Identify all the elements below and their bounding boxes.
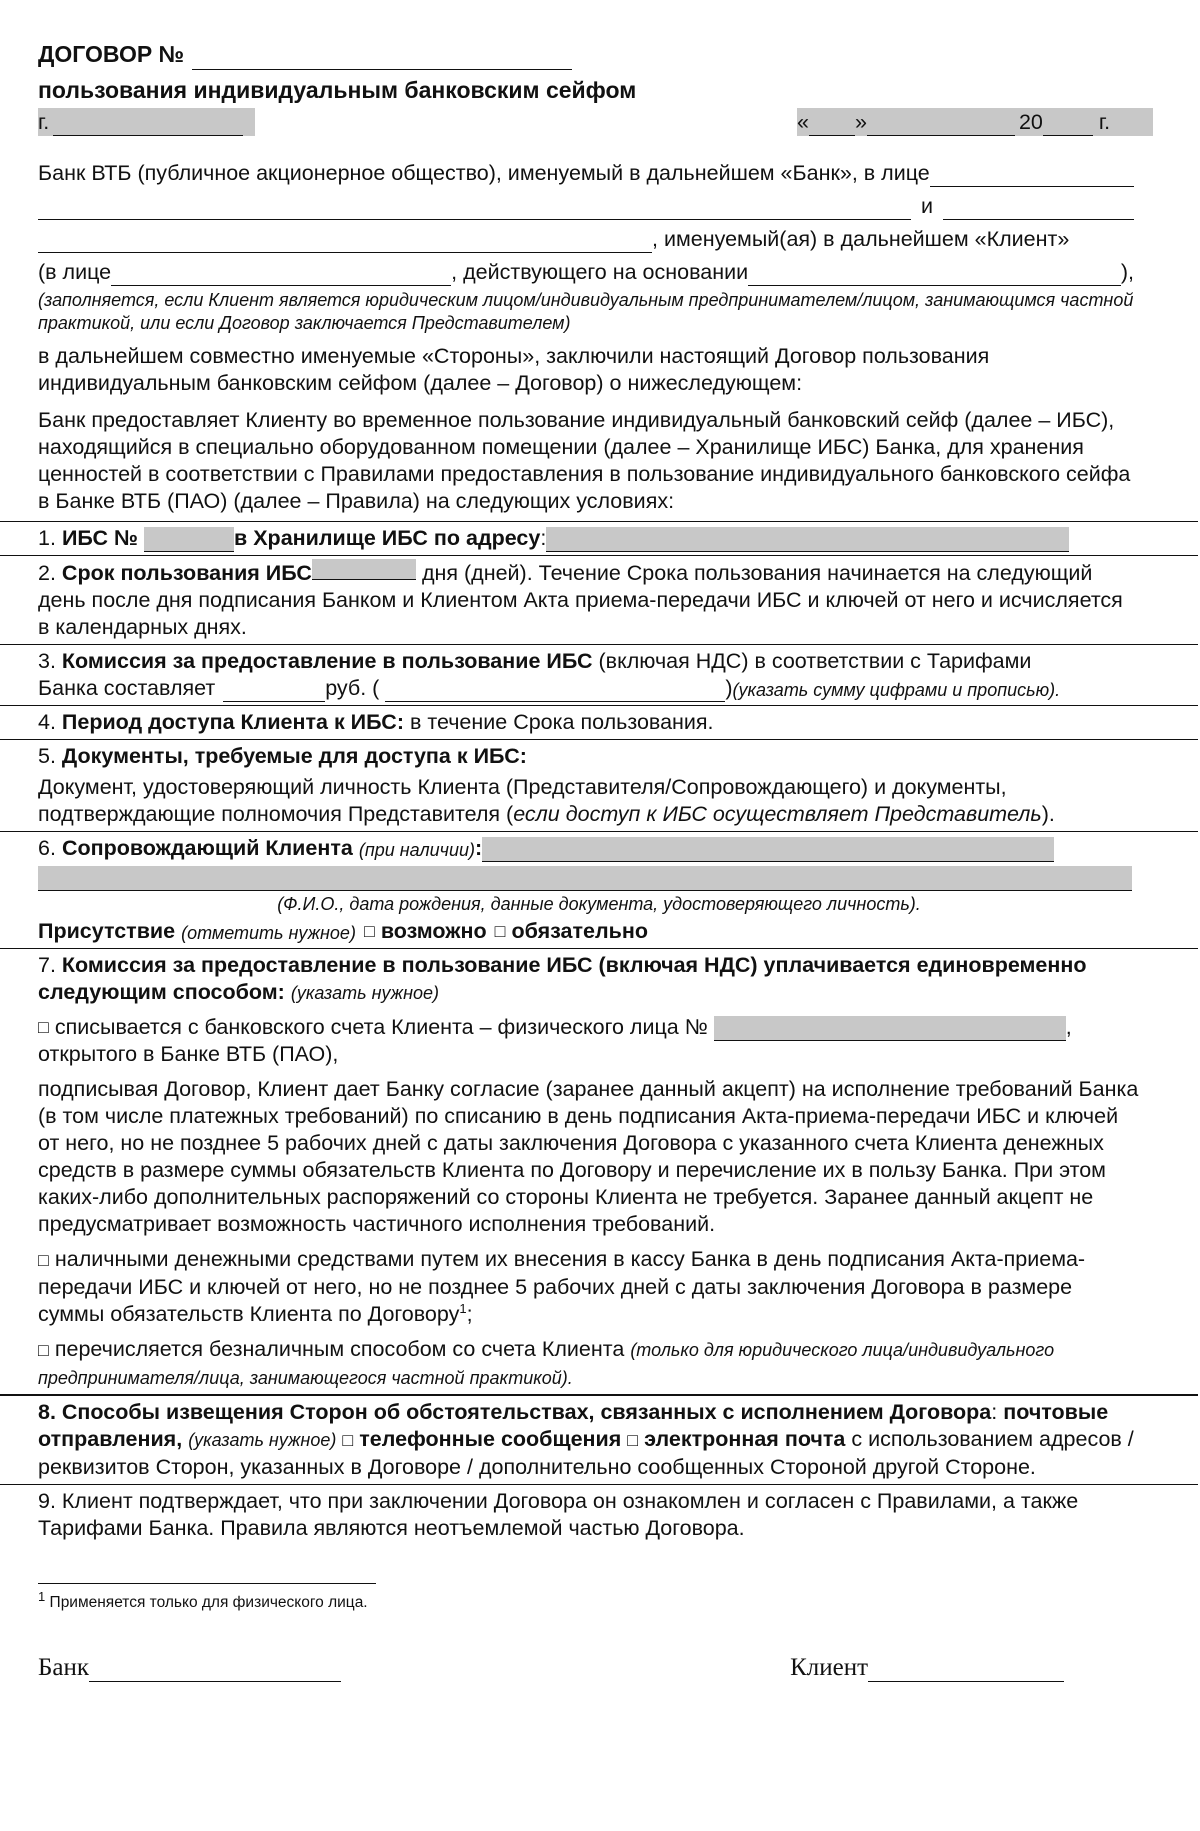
section-3-rub: руб. (: [325, 676, 380, 700]
section-6-hint: (при наличии): [358, 840, 475, 860]
payment-transfer-hint: (только для юридического лица/индивидуального предпринимателя/лица, занимающегося частной практикой).: [38, 1340, 1055, 1388]
year-underline: [1043, 113, 1093, 136]
city-field[interactable]: [38, 108, 255, 136]
section-9: 9. Клиент подтверждает, что при заключении Договора он ознакомлен и согласен с Правилами, а также Тарифами Банка. Правила являются неотъемлемой частью Договора.: [38, 1489, 1079, 1540]
client-representative-field[interactable]: [111, 263, 451, 286]
preamble-acting-on: , действующего на основании: [451, 260, 749, 284]
payment-account-checkbox[interactable]: □: [38, 1017, 49, 1037]
section-5-number: 5.: [38, 744, 56, 768]
payment-cash-label: наличными денежными средствами путем их внесения в кассу Банка в день подписания Акта-приема-передачи ИБС и ключей от него, но не позднее 5 рабочих дней с даты заключения Договора в размере суммы обязательств Клиента по Договору: [38, 1247, 1086, 1326]
section-5-hint: если доступ к ИБС осуществляет Представитель: [513, 802, 1042, 826]
payment-cash-checkbox[interactable]: □: [38, 1250, 49, 1270]
vault-address-field[interactable]: [546, 527, 1069, 552]
preamble-parties: в дальнейшем совместно именуемые «Стороны», заключили настоящий Договор пользования индивидуальным банковским сейфом (далее – Договор) о нижеследующем:: [38, 344, 990, 395]
section-3-number: 3.: [38, 649, 56, 673]
section-5-text: Документ, удостоверяющий личность Клиента (Представителя/Сопровождающего) и документы, подтверждающие полномочия Представителя (: [38, 775, 1007, 826]
city-date-row: [38, 108, 1160, 136]
date-field[interactable]: [797, 108, 1153, 136]
section-7-hint: (указать нужное): [290, 983, 439, 1003]
presence-possible-checkbox[interactable]: □: [363, 921, 375, 941]
safe-number-field[interactable]: [144, 527, 234, 552]
year-suffix: г.: [1098, 110, 1111, 134]
notify-email-checkbox[interactable]: □: [627, 1430, 639, 1450]
client-signature-field[interactable]: [868, 1657, 1064, 1682]
section-7-number: 7.: [38, 953, 56, 977]
client-name-field[interactable]: [943, 197, 1134, 220]
presence-label: Присутствие: [38, 919, 176, 943]
section-5-end: ).: [1041, 802, 1055, 826]
escort-field-2[interactable]: [38, 866, 1132, 891]
section-5: [38, 740, 1158, 831]
client-signature-label: Клиент: [790, 1654, 868, 1681]
preamble-note: (заполняется, если Клиент является юридическим лицом/индивидуальным предпринимателем/лицом, занимающимся частной практикой, или если Договор заключается Представителем): [38, 290, 1134, 333]
section-8-hint: (указать нужное): [188, 1430, 337, 1450]
city-underline: [53, 113, 243, 136]
contract-number-field[interactable]: [192, 43, 572, 70]
preamble-line2: [38, 193, 1134, 220]
presence-required-checkbox[interactable]: □: [494, 921, 506, 941]
bank-signature-label: Банк: [38, 1654, 89, 1681]
presence-hint: (отметить нужное): [181, 923, 356, 943]
section-3-line2: [38, 675, 1148, 702]
section-6-line1: [38, 835, 1160, 862]
date-open-quote: «: [797, 110, 809, 134]
section-8-label: 8. Способы извещения Сторон об обстоятельствах, связанных с исполнением Договора: [38, 1400, 992, 1424]
presence-possible-label: возможно: [380, 919, 487, 943]
bank-basis-field[interactable]: [38, 197, 911, 220]
client-signature: [790, 1654, 1064, 1682]
footnote: [38, 1588, 1160, 1612]
preamble-client-named: , именуемый(ая) в дальнейшем «Клиент»: [652, 227, 1070, 251]
notify-phone-label: телефонные сообщения: [359, 1427, 622, 1451]
notify-email-label: электронная почта: [644, 1427, 846, 1451]
contract-subtitle: пользования индивидуальным банковским сейфом: [38, 77, 637, 103]
section-2-number: 2.: [38, 561, 56, 585]
payment-account-label: списывается с банковского счета Клиента – физического лица №: [54, 1015, 708, 1039]
city-prefix: г.: [38, 110, 50, 134]
preamble-close: ),: [1120, 260, 1134, 284]
presence-row: [38, 918, 1160, 945]
notify-phone-checkbox[interactable]: □: [342, 1430, 354, 1450]
preamble-line4: [38, 259, 1134, 286]
commission-words-field[interactable]: [385, 681, 725, 702]
section-6-label: Сопровождающий Клиента: [61, 836, 353, 860]
section-7: [38, 949, 1144, 1394]
payment-cash-end: ;: [466, 1302, 473, 1326]
section-2-label: Срок пользования ИБС: [61, 561, 312, 585]
presence-required-label: обязательно: [511, 919, 648, 943]
section-7-heading: [38, 952, 1144, 1006]
client-basis-field[interactable]: [748, 263, 1121, 286]
preamble: [38, 160, 1134, 515]
payment-transfer-label: перечисляется безналичным способом со счета Клиента: [54, 1337, 625, 1361]
contract-title: [38, 38, 1160, 70]
payment-option-cash: [38, 1246, 1144, 1328]
payment-account-bank: открытого в Банке ВТБ (ПАО),: [38, 1042, 339, 1066]
bank-signature-field[interactable]: [89, 1657, 341, 1682]
payment-option-account: [38, 1014, 1144, 1041]
section-3-close: ): [725, 676, 733, 700]
section-6-colon: :: [474, 836, 483, 860]
footnote-number: 1: [38, 1588, 46, 1604]
bank-signature: [38, 1654, 341, 1682]
section-8-colon: :: [991, 1400, 998, 1424]
section-4-number: 4.: [38, 710, 56, 734]
section-1: [38, 522, 1160, 555]
commission-amount-field[interactable]: [223, 681, 325, 702]
footnote-divider: [38, 1583, 376, 1584]
section-4: [38, 706, 1160, 739]
day-underline: [809, 113, 855, 136]
escort-field-caption: (Ф.И.О., дата рождения, данные документа, удостоверяющего личность).: [277, 894, 921, 914]
section-3-text1: (включая НДС) в соответствии с Тарифами: [598, 649, 1032, 673]
preamble-in-person: (в лице: [38, 260, 112, 284]
section-2-text: дня (дней). Течение Срока пользования начинается на следующий день после дня подписания Банком и Клиентом Акта приема-передачи ИБС и ключей от него и исчисляется в календарных днях.: [38, 561, 1123, 639]
month-underline: [867, 113, 1015, 136]
notify-post-label: почтовые отправления,: [38, 1400, 1109, 1451]
section-1-label-b: в Хранилище ИБС по адресу: [234, 526, 541, 550]
preamble-line1: [38, 160, 1134, 187]
section-1-colon: :: [540, 526, 547, 550]
section-1-label-a: ИБС №: [61, 526, 139, 550]
section-2: [38, 556, 1134, 644]
section-8: [38, 1396, 1148, 1484]
section-6-number: 6.: [38, 836, 56, 860]
section-3: [38, 645, 1148, 705]
section-6: [38, 832, 1160, 948]
footnote-ref: 1: [459, 1300, 467, 1316]
preamble-and: и: [921, 194, 934, 218]
preamble-line3: [38, 226, 1134, 253]
term-days-field[interactable]: [312, 559, 416, 580]
year-prefix: 20: [1018, 110, 1043, 134]
section-5-body: [38, 774, 1158, 828]
escort-field-1[interactable]: [482, 837, 1054, 862]
preamble-intro: Банк предоставляет Клиенту во временное пользование индивидуальный банковский сейф (далее – ИБС), находящийся в специально оборудованном помещении (далее – Хранилище ИБС) Банка, для хранения ценностей в соответствии с Правилами предоставления в пользование индивидуального банковского сейфа в Банке ВТБ (ПАО) (далее – Правила) на следующих условиях:: [38, 408, 1131, 513]
bank-representative-field[interactable]: [930, 164, 1134, 187]
date-close-quote: »: [854, 110, 867, 134]
signatures: [38, 1654, 1064, 1682]
payment-transfer-checkbox[interactable]: □: [38, 1340, 49, 1360]
section-5-label: Документы, требуемые для доступа к ИБС:: [61, 744, 527, 768]
payment-consent-text: подписывая Договор, Клиент дает Банку согласие (заранее данный акцепт) на исполнение требований Банка (в том числе платежных требований) по списанию в день подписания Акта-приема-передачи ИБС и ключей от него, но не позднее 5 рабочих дней с даты заключения Договора с указанного счета Клиента денежных средств в размере суммы обязательств Клиента по Договору и перечисление их в пользу Банка. При этом каких-либо дополнительных распоряжений со стороны Клиента не требуется. Заранее данный акцепт не предусматривает возможность частичного исполнения требований.: [38, 1077, 1139, 1236]
client-name-field-2[interactable]: [38, 230, 652, 253]
section-4-label: Период доступа Клиента к ИБС:: [61, 710, 404, 734]
title-prefix: ДОГОВОР №: [38, 41, 185, 67]
section-8-text: с использованием адресов / реквизитов Сторон, указанных в Договоре / дополнительно сообщенных Стороной другой Стороне.: [38, 1427, 1134, 1479]
section-3-hint: (указать сумму цифрами и прописью).: [732, 680, 1061, 700]
section-4-text: в течение Срока пользования.: [409, 710, 714, 734]
section-3-label: Комиссия за предоставление в пользование ИБС: [61, 649, 593, 673]
section-1-number: 1.: [38, 526, 56, 550]
section-7-label: Комиссия за предоставление в пользование ИБС (включая НДС) уплачивается единовременно следующим способом:: [38, 953, 1087, 1004]
payment-option-transfer: [38, 1336, 1144, 1391]
account-number-field[interactable]: [714, 1016, 1066, 1041]
preamble-bank-text: Банк ВТБ (публичное акционерное общество), именуемый в дальнейшем «Банк», в лице: [38, 161, 930, 185]
section-3-text2: Банка составляет: [38, 676, 216, 700]
contract-page: [38, 38, 1160, 1682]
account-comma: ,: [1065, 1015, 1072, 1039]
footnote-text: Применяется только для физического лица.: [49, 1594, 368, 1611]
section-3-line1: [38, 648, 1148, 675]
